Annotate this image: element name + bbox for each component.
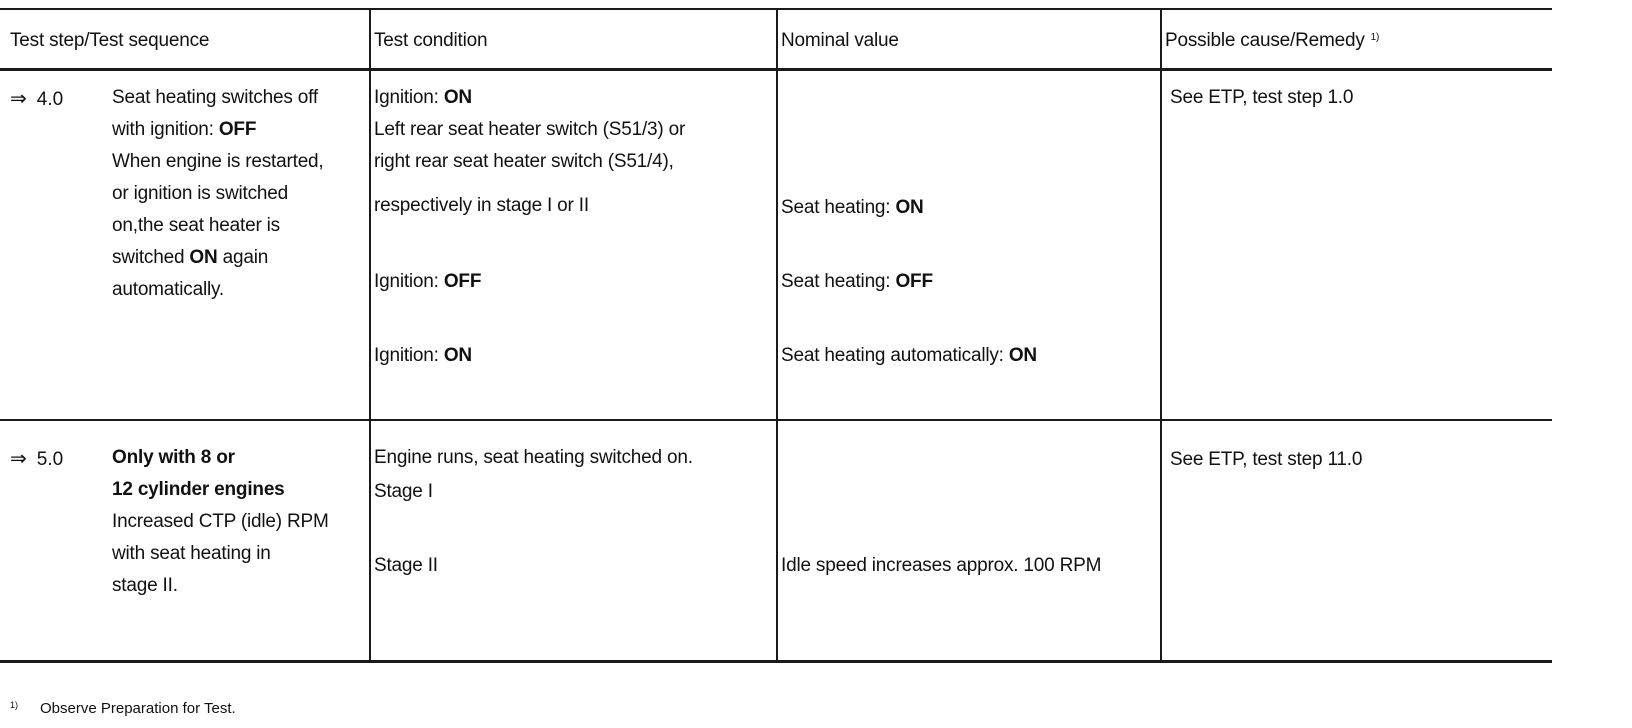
row2-condition-1: Engine runs, seat heating switched on.: [374, 447, 693, 468]
row1-step-number: [10, 86, 63, 111]
column-divider-1: [369, 8, 371, 663]
row1-condition-6: Ignition: ON: [374, 345, 472, 366]
row1-seq-line: Seat heating switches off: [112, 87, 318, 108]
footnote-mark: 1): [10, 700, 19, 710]
row1-condition-5: Ignition: OFF: [374, 271, 482, 292]
column-divider-2: [776, 8, 778, 663]
arrow-right-icon: ⇒: [10, 88, 27, 110]
row2-nominal-1: Idle speed increases approx. 100 RPM: [781, 555, 1102, 576]
row1-condition-2: Left rear seat heater switch (S51/3) or: [374, 119, 686, 140]
row1-nominal-3: Seat heating automatically: ON: [781, 345, 1037, 366]
row2-sequence: [112, 442, 329, 602]
row1-seq-line: When engine is restarted,: [112, 151, 324, 172]
row1-seq-line: or ignition is switched: [112, 183, 288, 204]
header-remedy: [1165, 30, 1379, 52]
row1-seq-line: on,the seat heater is: [112, 215, 280, 236]
row2-seq-line: Increased CTP (idle) RPM: [112, 511, 329, 532]
header-test-step: Test step/Test sequence: [10, 30, 210, 51]
row1-step-label: 4.0: [36, 89, 64, 110]
row2-remedy: See ETP, test step 11.0: [1170, 449, 1363, 470]
row2-condition-2: Stage I: [374, 481, 433, 502]
row2-seq-line: Only with 8 or: [112, 447, 235, 468]
column-divider-3: [1160, 8, 1162, 663]
arrow-right-icon: ⇒: [10, 448, 27, 470]
row2-step-number: [10, 446, 63, 471]
row1-condition-3: right rear seat heater switch (S51/4),: [374, 151, 674, 172]
footnote: [10, 700, 236, 717]
row1-condition-1: Ignition: ON: [374, 87, 472, 108]
row1-sequence: [112, 82, 324, 306]
header-remedy-label: Possible cause/Remedy: [1165, 30, 1365, 51]
row2-step-label: 5.0: [36, 449, 64, 470]
row2-seq-line: stage II.: [112, 575, 178, 596]
row1-seq-line: automatically.: [112, 279, 224, 300]
footnote-text: Observe Preparation for Test.: [40, 700, 236, 717]
header-test-condition: Test condition: [374, 30, 488, 51]
row1-nominal-1: Seat heating: ON: [781, 197, 924, 218]
row1-seq-line: switched ON again: [112, 247, 269, 268]
row1-seq-line: with ignition: OFF: [112, 119, 257, 140]
row2-seq-line: with seat heating in: [112, 543, 271, 564]
row1-nominal-2: Seat heating: OFF: [781, 271, 933, 292]
row1-condition-4: respectively in stage I or II: [374, 195, 589, 216]
row2-condition-3: Stage II: [374, 555, 438, 576]
header-nominal-value: Nominal value: [781, 30, 899, 51]
row1-remedy: See ETP, test step 1.0: [1170, 87, 1354, 108]
row2-seq-line: 12 cylinder engines: [112, 479, 285, 500]
header-remedy-footnote-mark: 1): [1370, 32, 1380, 43]
